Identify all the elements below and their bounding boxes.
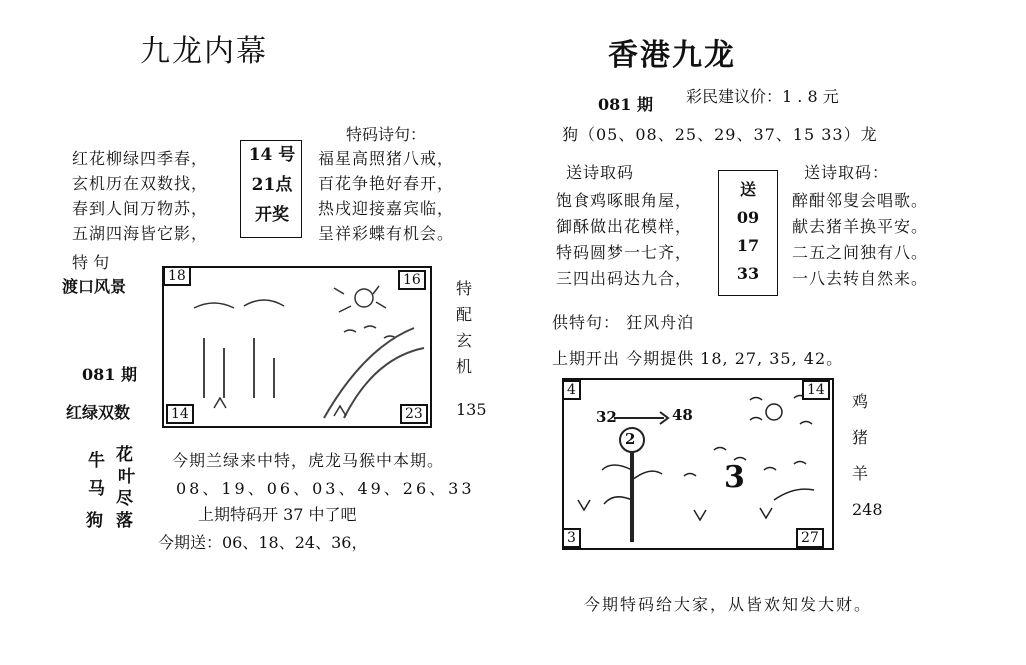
left-poem-right-header: 特码诗句：	[346, 125, 427, 144]
left-side-number: 135	[456, 400, 487, 419]
give-label: 送	[739, 180, 756, 199]
right-poem-right-header: 送诗取码：	[804, 163, 890, 182]
right-poem-left-header: 送诗取码	[566, 163, 635, 182]
left-corner-top-left: 18	[163, 266, 191, 286]
left-poem-left	[72, 146, 208, 246]
left-poem-right	[318, 146, 454, 246]
side-char: 猪	[852, 428, 869, 447]
label-special-phrase: 特 句	[72, 253, 110, 272]
poem-line: 热戌迎接嘉宾临，	[318, 199, 455, 218]
right-corner-top-left: 4	[562, 380, 581, 400]
right-period: 081 期	[598, 95, 653, 114]
left-title: 九龙内幕	[140, 34, 268, 69]
side-char: 羊	[852, 464, 869, 483]
left-corner-bottom-right: 23	[400, 404, 428, 424]
poem-line: 饱食鸡啄眼角屋，	[556, 191, 693, 210]
sketch-drawing	[164, 268, 430, 426]
left-line-1: 今期兰绿来中特，虎龙马猴中本期。	[172, 451, 445, 470]
side-char: 玄	[456, 331, 473, 350]
side-char: 鸡	[852, 392, 869, 411]
poem-line: 二五之间独有八。	[792, 243, 929, 262]
left-middle-box-text	[244, 140, 300, 230]
number-09: 09	[736, 208, 760, 227]
left-corner-top-right: 16	[398, 270, 426, 290]
right-corner-bottom-right: 27	[796, 528, 824, 548]
poem-line: 春到人间万物苏，	[72, 199, 209, 218]
animal-ma: 马	[88, 479, 105, 499]
animal-luo: 落	[116, 511, 133, 531]
animal-hua: 花	[116, 445, 133, 465]
poem-line: 玄机历在双数找，	[72, 174, 209, 193]
right-image-mark-3: 3	[724, 460, 745, 495]
draw-number: 14 号	[248, 145, 296, 165]
number-33: 33	[736, 264, 760, 283]
side-char: 特	[456, 279, 473, 298]
draw-time: 21点	[251, 175, 293, 195]
right-image-mark-2: 2	[625, 430, 636, 448]
animal-jin: 尽	[116, 489, 133, 509]
sketch-drawing	[564, 380, 832, 548]
right-image-mark-32: 32	[596, 408, 617, 426]
label-red-green: 红绿双数	[66, 403, 131, 422]
left-corner-bottom-left: 14	[166, 404, 194, 424]
poem-line: 一八去转自然来。	[792, 269, 929, 288]
left-sketch-image	[162, 266, 432, 428]
right-side-number: 248	[852, 500, 883, 519]
left-line-2: 08、19、06、03、49、26、33	[176, 479, 475, 498]
left-side-chars	[456, 276, 472, 380]
right-footer: 今期特码给大家，从皆欢知发大财。	[584, 595, 873, 614]
right-title: 香港九龙	[608, 38, 736, 73]
poem-line: 三四出码达九合，	[556, 269, 693, 288]
right-middle-box-text	[720, 176, 776, 288]
right-gong-line: 供特句： 狂风舟泊	[552, 313, 695, 332]
right-price: 彩民建议价：1 . 8 元	[686, 87, 839, 106]
label-scenery: 渡口风景	[62, 277, 127, 296]
side-char: 机	[456, 357, 473, 376]
poem-line: 红花柳绿四季春，	[72, 149, 209, 168]
right-corner-bottom-left: 3	[562, 528, 581, 548]
draw-label: 开奖	[255, 205, 289, 225]
side-char: 配	[456, 305, 473, 324]
right-side-chars	[852, 384, 868, 492]
label-period: 081 期	[82, 365, 137, 384]
poem-line: 醉酣邻叟会唱歌。	[792, 191, 929, 210]
left-line-3: 上期特码开 37 中了吧	[198, 505, 357, 524]
right-poem-right	[792, 188, 928, 292]
animal-gou: 狗	[86, 511, 103, 531]
animal-ye: 叶	[118, 467, 135, 487]
poem-line: 献去猪羊换平安。	[792, 217, 929, 236]
right-corner-top-right: 14	[802, 380, 830, 400]
right-poem-left	[556, 188, 692, 292]
poem-line: 御酥做出花模样，	[556, 217, 693, 236]
right-dog-line: 狗（05、08、25、29、37、15 33）龙	[562, 125, 878, 144]
right-last-line: 上期开出 今期提供 18, 27, 35, 42。	[552, 349, 844, 368]
left-line-4: 今期送：06、18、24、36，	[158, 533, 368, 552]
poem-line: 呈祥彩蝶有机会。	[318, 224, 455, 243]
poem-line: 百花争艳好春开，	[318, 174, 455, 193]
right-sketch-image	[562, 378, 834, 550]
animal-niu: 牛	[88, 451, 105, 471]
poem-line: 特码圆梦一七齐，	[556, 243, 693, 262]
poem-line: 福星高照猪八戒，	[318, 149, 455, 168]
poem-line: 五湖四海皆它影，	[72, 224, 209, 243]
right-image-mark-48: 48	[672, 406, 693, 424]
number-17: 17	[736, 236, 760, 255]
